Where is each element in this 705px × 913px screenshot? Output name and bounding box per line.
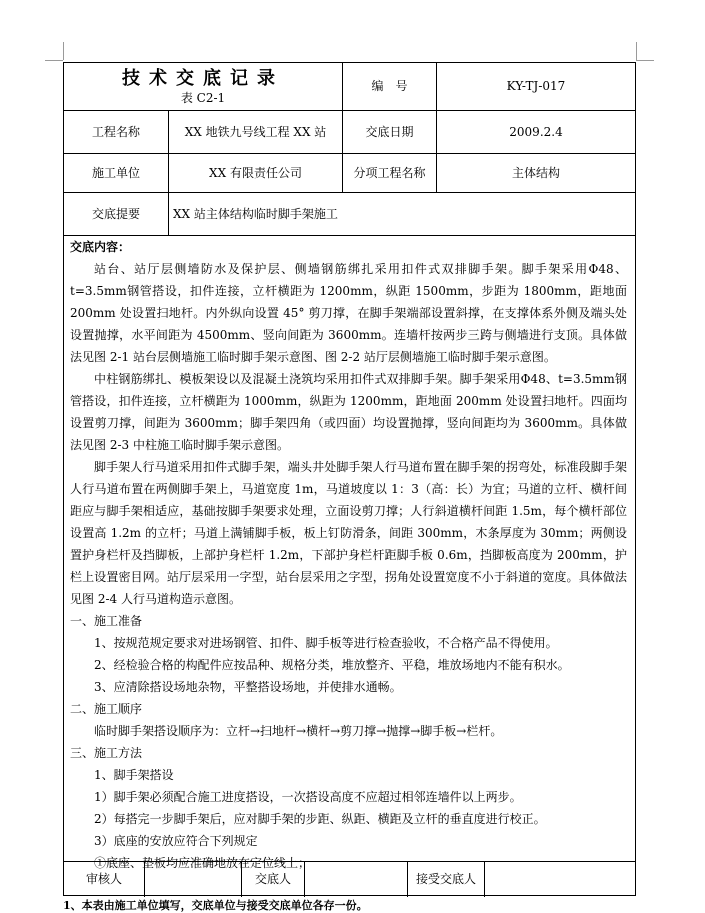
- content-paragraph: 中柱钢筋绑扎、模板架设以及混凝土浇筑均采用扣件式双排脚手架。脚手架采用Φ48、t=3.5mm钢管搭设，扣件连接，立杆横距为 1000mm，纵距为 1200mm，距地面 200mm 处设置扫地杆。四面均设置剪刀撑，间距为 3600mm；脚手架四角（或四面）均设置抛撑，竖向间距均为 3600mm。具体做法见图 2-3 中柱施工临时脚手架示意图。: [70, 372, 627, 452]
- section-heading: 二、施工顺序: [70, 702, 143, 716]
- section-heading: 三、施工方法: [70, 746, 143, 760]
- summary-label: 交底提要: [91, 206, 140, 221]
- list-item: 1、脚手架搭设: [94, 768, 174, 782]
- list-item: 3、应清除搭设场地杂物，平整搭设场地，并使排水通畅。: [94, 680, 402, 694]
- title-block: [64, 63, 342, 110]
- discloser-value[interactable]: [305, 862, 407, 896]
- project-name-label: 工程名称: [91, 124, 140, 139]
- number-value: KY-TJ-017: [506, 79, 566, 94]
- date-label: 交底日期: [365, 124, 414, 139]
- crop-mark-top-left: [45, 60, 63, 61]
- sub-project-value: 主体结构: [511, 165, 560, 180]
- construction-unit-label: 施工单位: [91, 165, 140, 180]
- reviewer-label: 审核人: [85, 871, 122, 886]
- reviewer-value[interactable]: [145, 862, 241, 896]
- content-heading: 交底内容：: [70, 240, 131, 254]
- list-item: 2）每搭完一步脚手架后，应对脚手架的步距、纵距、横距及立杆的垂直度进行校正。: [94, 812, 546, 826]
- section-heading: 一、施工准备: [70, 614, 143, 628]
- project-name-value: XX 地铁九号线工程 XX 站: [184, 124, 327, 139]
- crop-mark-top-right: [636, 60, 654, 61]
- receiver-label: 接受交底人: [415, 871, 476, 886]
- footnote: 1、本表由施工单位填写，交底单位与接受交底单位各存一份。: [63, 899, 368, 912]
- list-item: 3）底座的安放应符合下列规定: [94, 834, 258, 848]
- list-item: 1、按规范规定要求对进场钢管、扣件、脚手板等进行检查验收，不合格产品不得使用。: [94, 636, 558, 650]
- list-item: ①底座、垫板均应准确地放在定位线上；: [94, 856, 311, 870]
- crop-mark-top-left: [63, 42, 64, 60]
- discloser-label: 交底人: [254, 871, 291, 886]
- receiver-value[interactable]: [485, 862, 635, 896]
- page-title: 技术交底记录: [122, 67, 284, 89]
- list-item: 临时脚手架搭设顺序为：立杆→扫地杆→横杆→剪刀撑→抛撑→脚手板→栏杆。: [94, 724, 503, 738]
- number-label: 编 号: [371, 79, 408, 94]
- date-value: 2009.2.4: [509, 124, 563, 139]
- list-item: 1）脚手架必须配合施工进度搭设，一次搭设高度不应超过相邻连墙件以上两步。: [94, 790, 522, 804]
- crop-mark-top-right: [636, 42, 637, 60]
- content-paragraph: 脚手架人行马道采用扣件式脚手架，端头井处脚手架人行马道布置在脚手架的拐弯处，标准段脚手架人行马道布置在两侧脚手架上，马道宽度 1m，马道坡度以 1：3（高：长）为宜；马道的立杆、横杆间距应与脚手架相适应，基础按脚手架要求处理，立面设剪刀撑；人行斜道横杆间距 1.5m，每个横杆部位设置高 1.2m 的立杆；马道上满铺脚手板，板上钉防滑条，间距 300mm，木条厚度为 30mm；两侧设置护身栏杆及挡脚板，上部护身栏杆 1.2m，下部护身栏杆距脚手板 0.6m，挡脚板高度为 200mm，护栏上设置密目网。站厅层采用一字型，站台层采用之字型，拐角处设置宽度不小于斜道的宽度。具体做法见图 2-4 人行马道构造示意图。: [70, 460, 628, 606]
- content-paragraph: 站台、站厅层侧墙防水及保护层、侧墙钢筋绑扎采用扣件式双排脚手架。脚手架采用Φ48、t=3.5mm钢管搭设，扣件连接，立杆横距为 1200mm，纵距 1500mm，步距为 1800mm，距地面 200mm 处设置扫地杆。内外纵向设置 45° 剪刀撑，在脚手架端部设置斜撑，在支撑体系外侧及端头处设置抛撑，水平间距为 4500mm、竖向间距为 3600mm。连墙杆按两步三跨与侧墙进行支顶。具体做法见图 2-1 站台层侧墙施工临时脚手架示意图、图 2-2 站厅层侧墙施工临时脚手架示意图。: [70, 262, 627, 364]
- summary-value: XX 站主体结构临时脚手架施工: [173, 206, 338, 221]
- form-number: 表 C2-1: [180, 91, 226, 106]
- disclosure-form: [63, 62, 636, 896]
- construction-unit-value: XX 有限责任公司: [209, 165, 302, 180]
- list-item: 2、经检验合格的构配件应按品种、规格分类，堆放整齐、平稳，堆放场地内不能有积水。: [94, 658, 570, 672]
- disclosure-content: [64, 236, 635, 870]
- sub-project-label: 分项工程名称: [353, 165, 426, 180]
